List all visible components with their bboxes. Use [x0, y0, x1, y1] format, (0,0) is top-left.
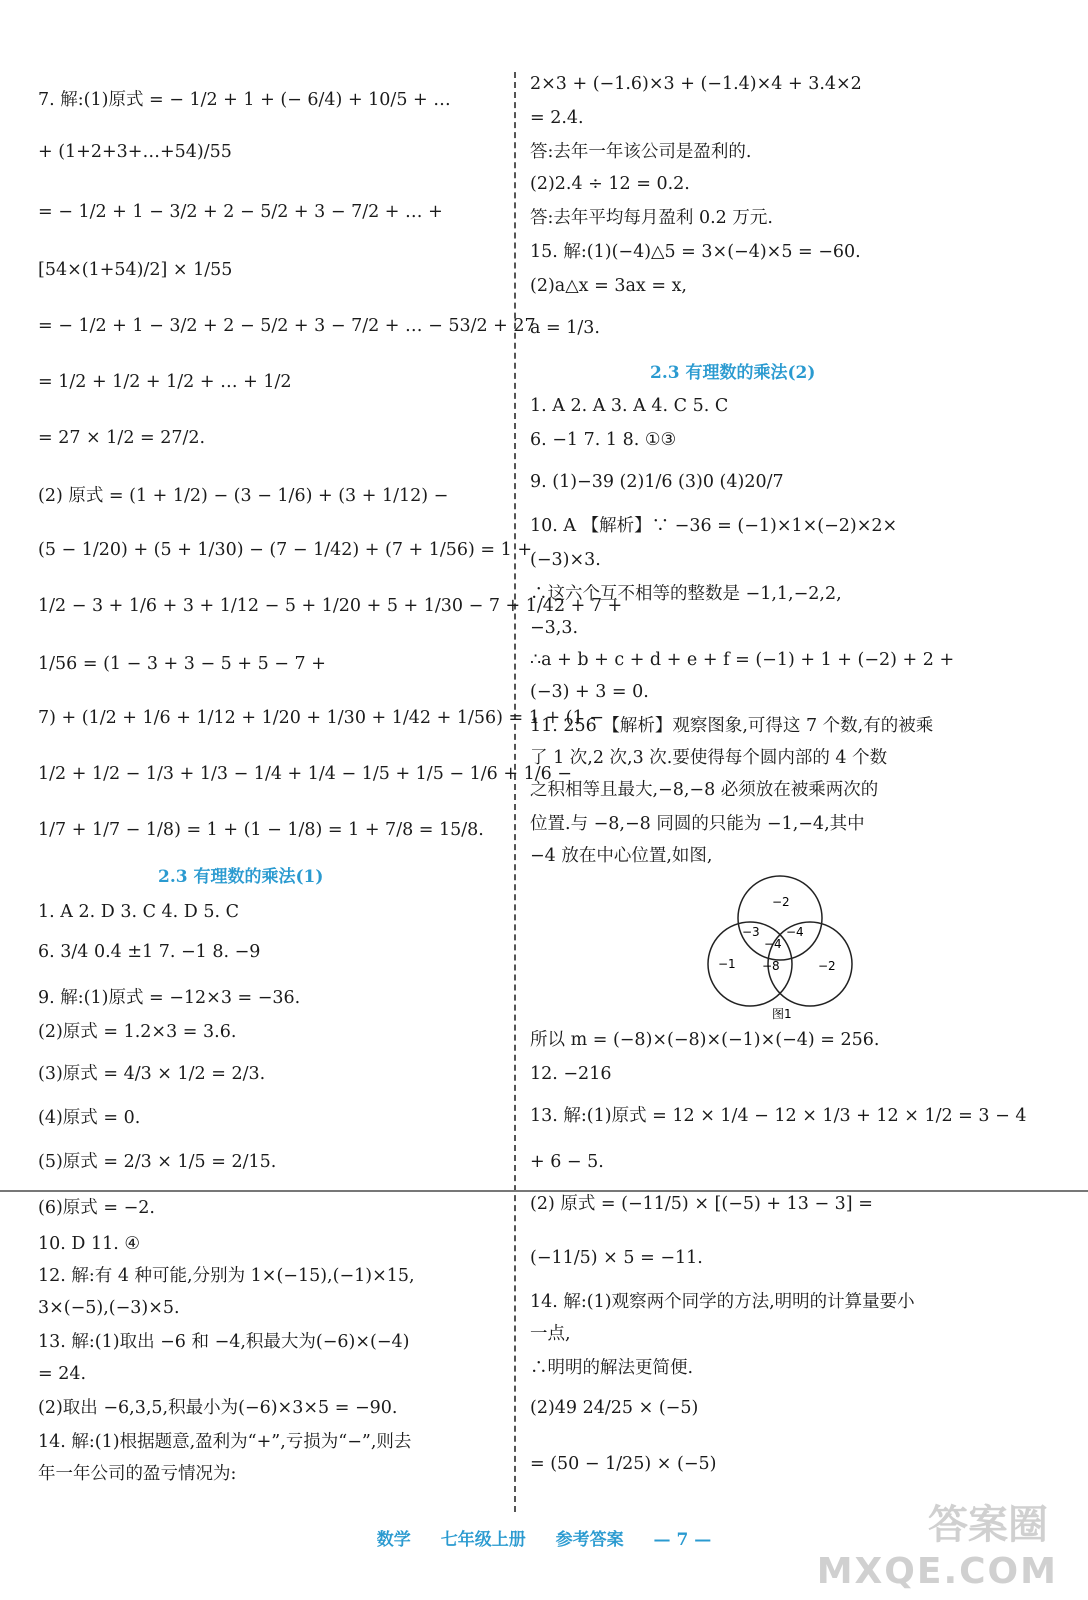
- answer-line: (2)2.4 ÷ 12 = 0.2.: [530, 174, 690, 194]
- answer-line: = 24.: [38, 1364, 87, 1384]
- answer-line: 12. 解:有 4 种可能,分别为 1×(−15),(−1)×15,: [38, 1266, 415, 1286]
- answer-line: 9. (1)−39 (2)1/6 (3)0 (4)20/7: [530, 472, 784, 492]
- answer-line: 15. 解:(1)(−4)△5 = 3×(−4)×5 = −60.: [530, 242, 861, 262]
- page-footer: [0, 1525, 1088, 1550]
- answer-line: (−3) + 3 = 0.: [530, 682, 649, 702]
- answer-line: 13. 解:(1)取出 −6 和 −4,积最大为(−6)×(−4): [38, 1332, 410, 1352]
- answer-line: 6. −1 7. 1 8. ①③: [530, 430, 677, 450]
- answer-line: ∴明明的解法更简便.: [530, 1358, 694, 1378]
- venn-label: −1: [718, 957, 736, 971]
- answer-line: 1/7 + 1/7 − 1/8) = 1 + (1 − 1/8) = 1 + 7/8 = 15/8.: [38, 820, 484, 840]
- venn-figure: [700, 872, 860, 1022]
- venn-label: −8: [762, 959, 780, 973]
- answer-line: = 27 × 1/2 = 27/2.: [38, 428, 206, 448]
- answer-line: 了 1 次,2 次,3 次.要使得每个圆内部的 4 个数: [530, 748, 888, 768]
- section-title: 2.3 有理数的乘法(2): [650, 363, 816, 383]
- venn-label: −3: [742, 925, 760, 939]
- answer-line: 9. 解:(1)原式 = −12×3 = −36.: [38, 988, 301, 1008]
- answer-line: (5)原式 = 2/3 × 1/5 = 2/15.: [38, 1152, 277, 1172]
- answer-line: (2)取出 −6,3,5,积最小为(−6)×3×5 = −90.: [38, 1398, 398, 1418]
- answer-line: 1. A 2. D 3. C 4. D 5. C: [38, 902, 240, 922]
- answer-line: 14. 解:(1)根据题意,盈利为“+”,亏损为“−”,则去: [38, 1432, 412, 1452]
- answer-line: a = 1/3.: [530, 318, 600, 338]
- answer-line: (2) 原式 = (1 + 1/2) − (3 − 1/6) + (3 + 1/12) −: [38, 486, 449, 506]
- answer-line: 6. 3/4 0.4 ±1 7. −1 8. −9: [38, 942, 261, 962]
- venn-label: −4: [764, 937, 782, 951]
- answer-line: 13. 解:(1)原式 = 12 × 1/4 − 12 × 1/3 + 12 × 1/2 = 3 − 4: [530, 1106, 1027, 1126]
- watermark-logo: 答案圈: [928, 1501, 1048, 1548]
- answer-line: 2×3 + (−1.6)×3 + (−1.4)×4 + 3.4×2: [530, 74, 862, 94]
- footer-kind: 参考答案: [555, 1530, 624, 1550]
- column-divider: [514, 72, 516, 1512]
- answer-line: = 2.4.: [530, 108, 584, 128]
- answer-line: 1/2 − 3 + 1/6 + 3 + 1/12 − 5 + 1/20 + 5 + 1/30 − 7 + 1/42 + 7 +: [38, 596, 623, 616]
- answer-line: (2)原式 = 1.2×3 = 3.6.: [38, 1022, 237, 1042]
- answer-line: [54×(1+54)/2] × 1/55: [38, 260, 233, 280]
- figure-caption: 图1: [772, 1007, 792, 1021]
- answer-line: 之积相等且最大,−8,−8 必须放在被乘两次的: [530, 780, 879, 800]
- answer-line: 一点,: [530, 1324, 571, 1344]
- answer-line: = (50 − 1/25) × (−5): [530, 1454, 717, 1474]
- answer-line: = − 1/2 + 1 − 3/2 + 2 − 5/2 + 3 − 7/2 + … +: [38, 202, 443, 222]
- watermark-url: MXQE.COM: [816, 1551, 1058, 1592]
- venn-label: −2: [818, 959, 836, 973]
- answer-line: (5 − 1/20) + (5 + 1/30) − (7 − 1/42) + (7 + 1/56) = 1 +: [38, 540, 533, 560]
- answer-line: 11. 256 【解析】观察图象,可得这 7 个数,有的被乘: [530, 716, 934, 736]
- answer-line: −3,3.: [530, 618, 579, 638]
- answer-line: 10. D 11. ④: [38, 1234, 141, 1254]
- answer-line: (2)49 24/25 × (−5): [530, 1398, 699, 1418]
- answer-line: 7) + (1/2 + 1/6 + 1/12 + 1/20 + 1/30 + 1/42 + 1/56) = 1 + (1 −: [38, 708, 604, 728]
- venn-label: −4: [786, 925, 804, 939]
- answer-line: ∴a + b + c + d + e + f = (−1) + 1 + (−2) + 2 +: [530, 650, 955, 670]
- answer-line: (6)原式 = −2.: [38, 1198, 155, 1218]
- answer-line: (2) 原式 = (−11/5) × [(−5) + 13 − 3] =: [530, 1194, 873, 1214]
- answer-line: = − 1/2 + 1 − 3/2 + 2 − 5/2 + 3 − 7/2 + … − 53/2 + 27: [38, 316, 536, 336]
- footer-page: — 7 —: [653, 1530, 712, 1550]
- answer-line: 年一年公司的盈亏情况为:: [38, 1464, 237, 1484]
- venn-label: −2: [772, 895, 790, 909]
- answer-line: + (1+2+3+…+54)/55: [38, 142, 232, 162]
- answer-line: (−11/5) × 5 = −11.: [530, 1248, 703, 1268]
- answer-line: 答:去年平均每月盈利 0.2 万元.: [530, 208, 773, 228]
- answer-line: 1/2 + 1/2 − 1/3 + 1/3 − 1/4 + 1/4 − 1/5 + 1/5 − 1/6 + 1/6 −: [38, 764, 572, 784]
- answer-line: 1. A 2. A 3. A 4. C 5. C: [530, 396, 729, 416]
- answer-line: 14. 解:(1)观察两个同学的方法,明明的计算量要小: [530, 1292, 915, 1312]
- answer-line: 答:去年一年该公司是盈利的.: [530, 142, 752, 162]
- answer-line: ∴这六个互不相等的整数是 −1,1,−2,2,: [530, 584, 842, 604]
- answer-line: (−3)×3.: [530, 550, 601, 570]
- answer-line: 所以 m = (−8)×(−8)×(−1)×(−4) = 256.: [530, 1030, 880, 1050]
- answer-line: 位置.与 −8,−8 同圆的只能为 −1,−4,其中: [530, 814, 865, 834]
- answer-line: = 1/2 + 1/2 + 1/2 + … + 1/2: [38, 372, 292, 392]
- section-title: 2.3 有理数的乘法(1): [158, 867, 324, 887]
- answer-line: 1/56 = (1 − 3 + 3 − 5 + 5 − 7 +: [38, 654, 326, 674]
- answer-line: 3×(−5),(−3)×5.: [38, 1298, 180, 1318]
- footer-grade: 七年级上册: [440, 1530, 526, 1550]
- answer-line: (4)原式 = 0.: [38, 1108, 141, 1128]
- answer-line: (2)a△x = 3ax = x,: [530, 276, 687, 296]
- answer-line: −4 放在中心位置,如图,: [530, 846, 713, 866]
- answer-line: + 6 − 5.: [530, 1152, 604, 1172]
- footer-subject: 数学: [376, 1530, 411, 1550]
- answer-line: 12. −216: [530, 1064, 612, 1084]
- answer-line: 7. 解:(1)原式 = − 1/2 + 1 + (− 6/4) + 10/5 + …: [38, 90, 451, 110]
- answer-line: 10. A 【解析】∵ −36 = (−1)×1×(−2)×2×: [530, 516, 898, 536]
- answer-line: (3)原式 = 4/3 × 1/2 = 2/3.: [38, 1064, 266, 1084]
